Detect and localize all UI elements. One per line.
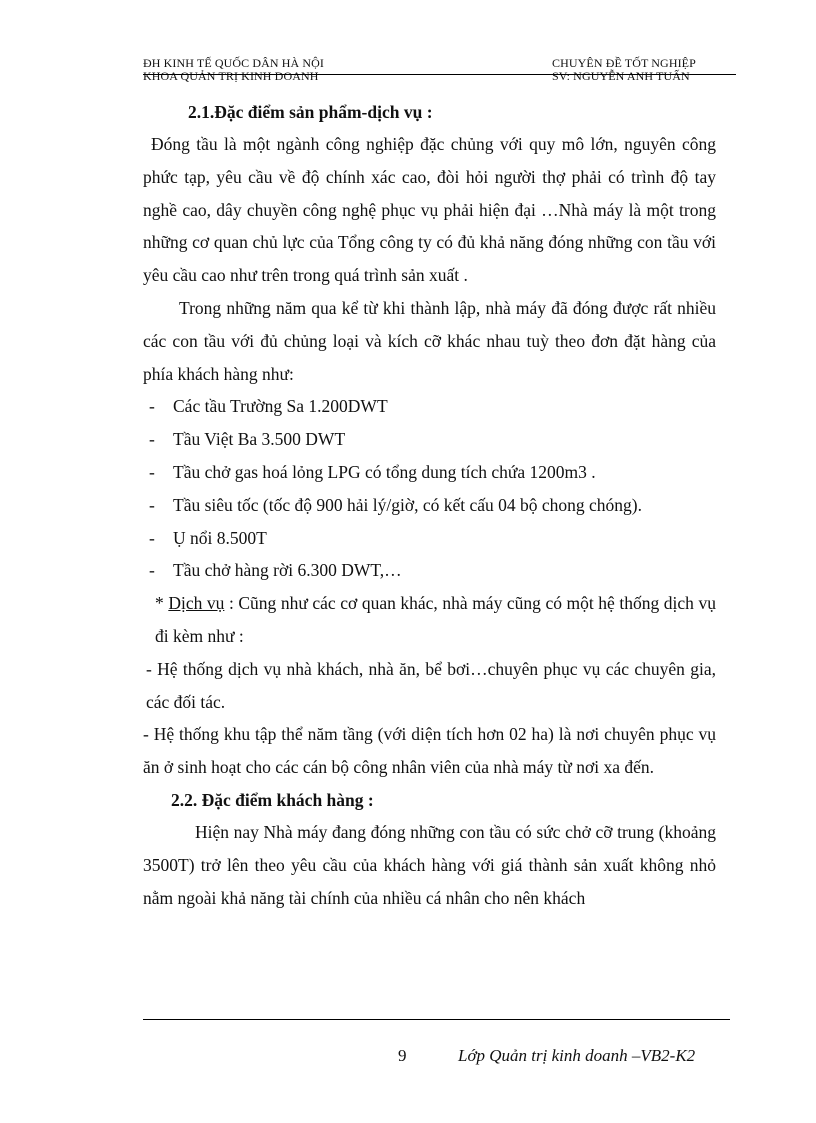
section-heading-customers: 2.2. Đặc điểm khách hàng : <box>171 789 374 810</box>
services-label: Dịch vụ <box>168 593 225 614</box>
footer-class-text: Lớp Quản trị kinh doanh –VB2-K2 <box>458 1046 696 1065</box>
header-school: ĐH KINH TẾ QUỐC DÂN HÀ NỘI <box>143 56 325 70</box>
page-number: 9 <box>398 1046 407 1065</box>
list-item: - Tầu siêu tốc (tốc độ 900 hải lý/giờ, có kết cấu 04 bộ chong chóng). <box>149 494 642 515</box>
paragraph-service-housing: - Hệ thống khu tập thể năm tầng (với diện tích hơn 02 ha) là nơi chuyên phục vụ ăn ở sinh hoạt cho các cán bộ công nhân viên của nhà máy từ nơi xa đến. <box>143 724 716 778</box>
paragraph-customers: Hiện nay Nhà máy đang đóng những con tầu có sức chở cỡ trung (khoảng 3500T) trở lên theo yêu cầu của khách hàng với giá thành sản xuất không nhỏ nằm ngoài khả năng tài chính của nhiều cá nhân cho nên khách <box>143 821 716 908</box>
list-item: - Tầu chở hàng rời 6.300 DWT,… <box>149 560 402 581</box>
list-item: - Các tầu Trường Sa 1.200DWT <box>149 396 388 417</box>
header-student: SV: NGUYỄN ANH TUẤN <box>552 69 690 83</box>
header-faculty: KHOA QUẢN TRỊ KINH DOANH <box>143 69 319 83</box>
header-rule <box>143 74 736 75</box>
paragraph-service-guesthouse: - Hệ thống dịch vụ nhà khách, nhà ăn, bể bơi…chuyên phục vụ các chuyên gia, các đối tác. <box>146 658 716 712</box>
header-thesis-title: CHUYÊN ĐỀ TỐT NGHIỆP <box>552 56 696 70</box>
paragraph-ships-built: Trong những năm qua kể từ khi thành lập, nhà máy đã đóng được rất nhiều các con tầu với đủ chủng loại và kích cỡ khác nhau tuỳ theo đơn đặt hàng của phía khách hàng như: <box>143 297 716 384</box>
document-body <box>143 96 716 914</box>
ship-list <box>143 390 716 587</box>
footer-rule <box>143 1019 730 1020</box>
list-item: - Ụ nổi 8.500T <box>149 527 267 548</box>
paragraph-shipbuilding: Đóng tầu là một ngành công nghiệp đặc chủng với quy mô lớn, nguyên công phức tạp, yêu cầu về độ chính xác cao, đòi hỏi người thợ phải có trình độ tay nghề cao, dây chuyền công nghệ phục vụ phải hiện đại …Nhà máy là một trong những cơ quan chủ lực của Tổng công ty có đủ khả năng đóng những con tầu với yêu cầu cao như trên trong quá trình sản xuất . <box>143 134 716 286</box>
list-item: - Tầu chở gas hoá lỏng LPG có tổng dung tích chứa 1200m3 . <box>149 461 596 482</box>
paragraph-services: * Dịch vụ : Cũng như các cơ quan khác, nhà máy cũng có một hệ thống dịch vụ đi kèm như : <box>155 593 716 646</box>
section-heading-products: 2.1.Đặc điểm sản phẩm-dịch vụ : <box>188 102 433 122</box>
list-item: - Tầu Việt Ba 3.500 DWT <box>149 429 346 450</box>
